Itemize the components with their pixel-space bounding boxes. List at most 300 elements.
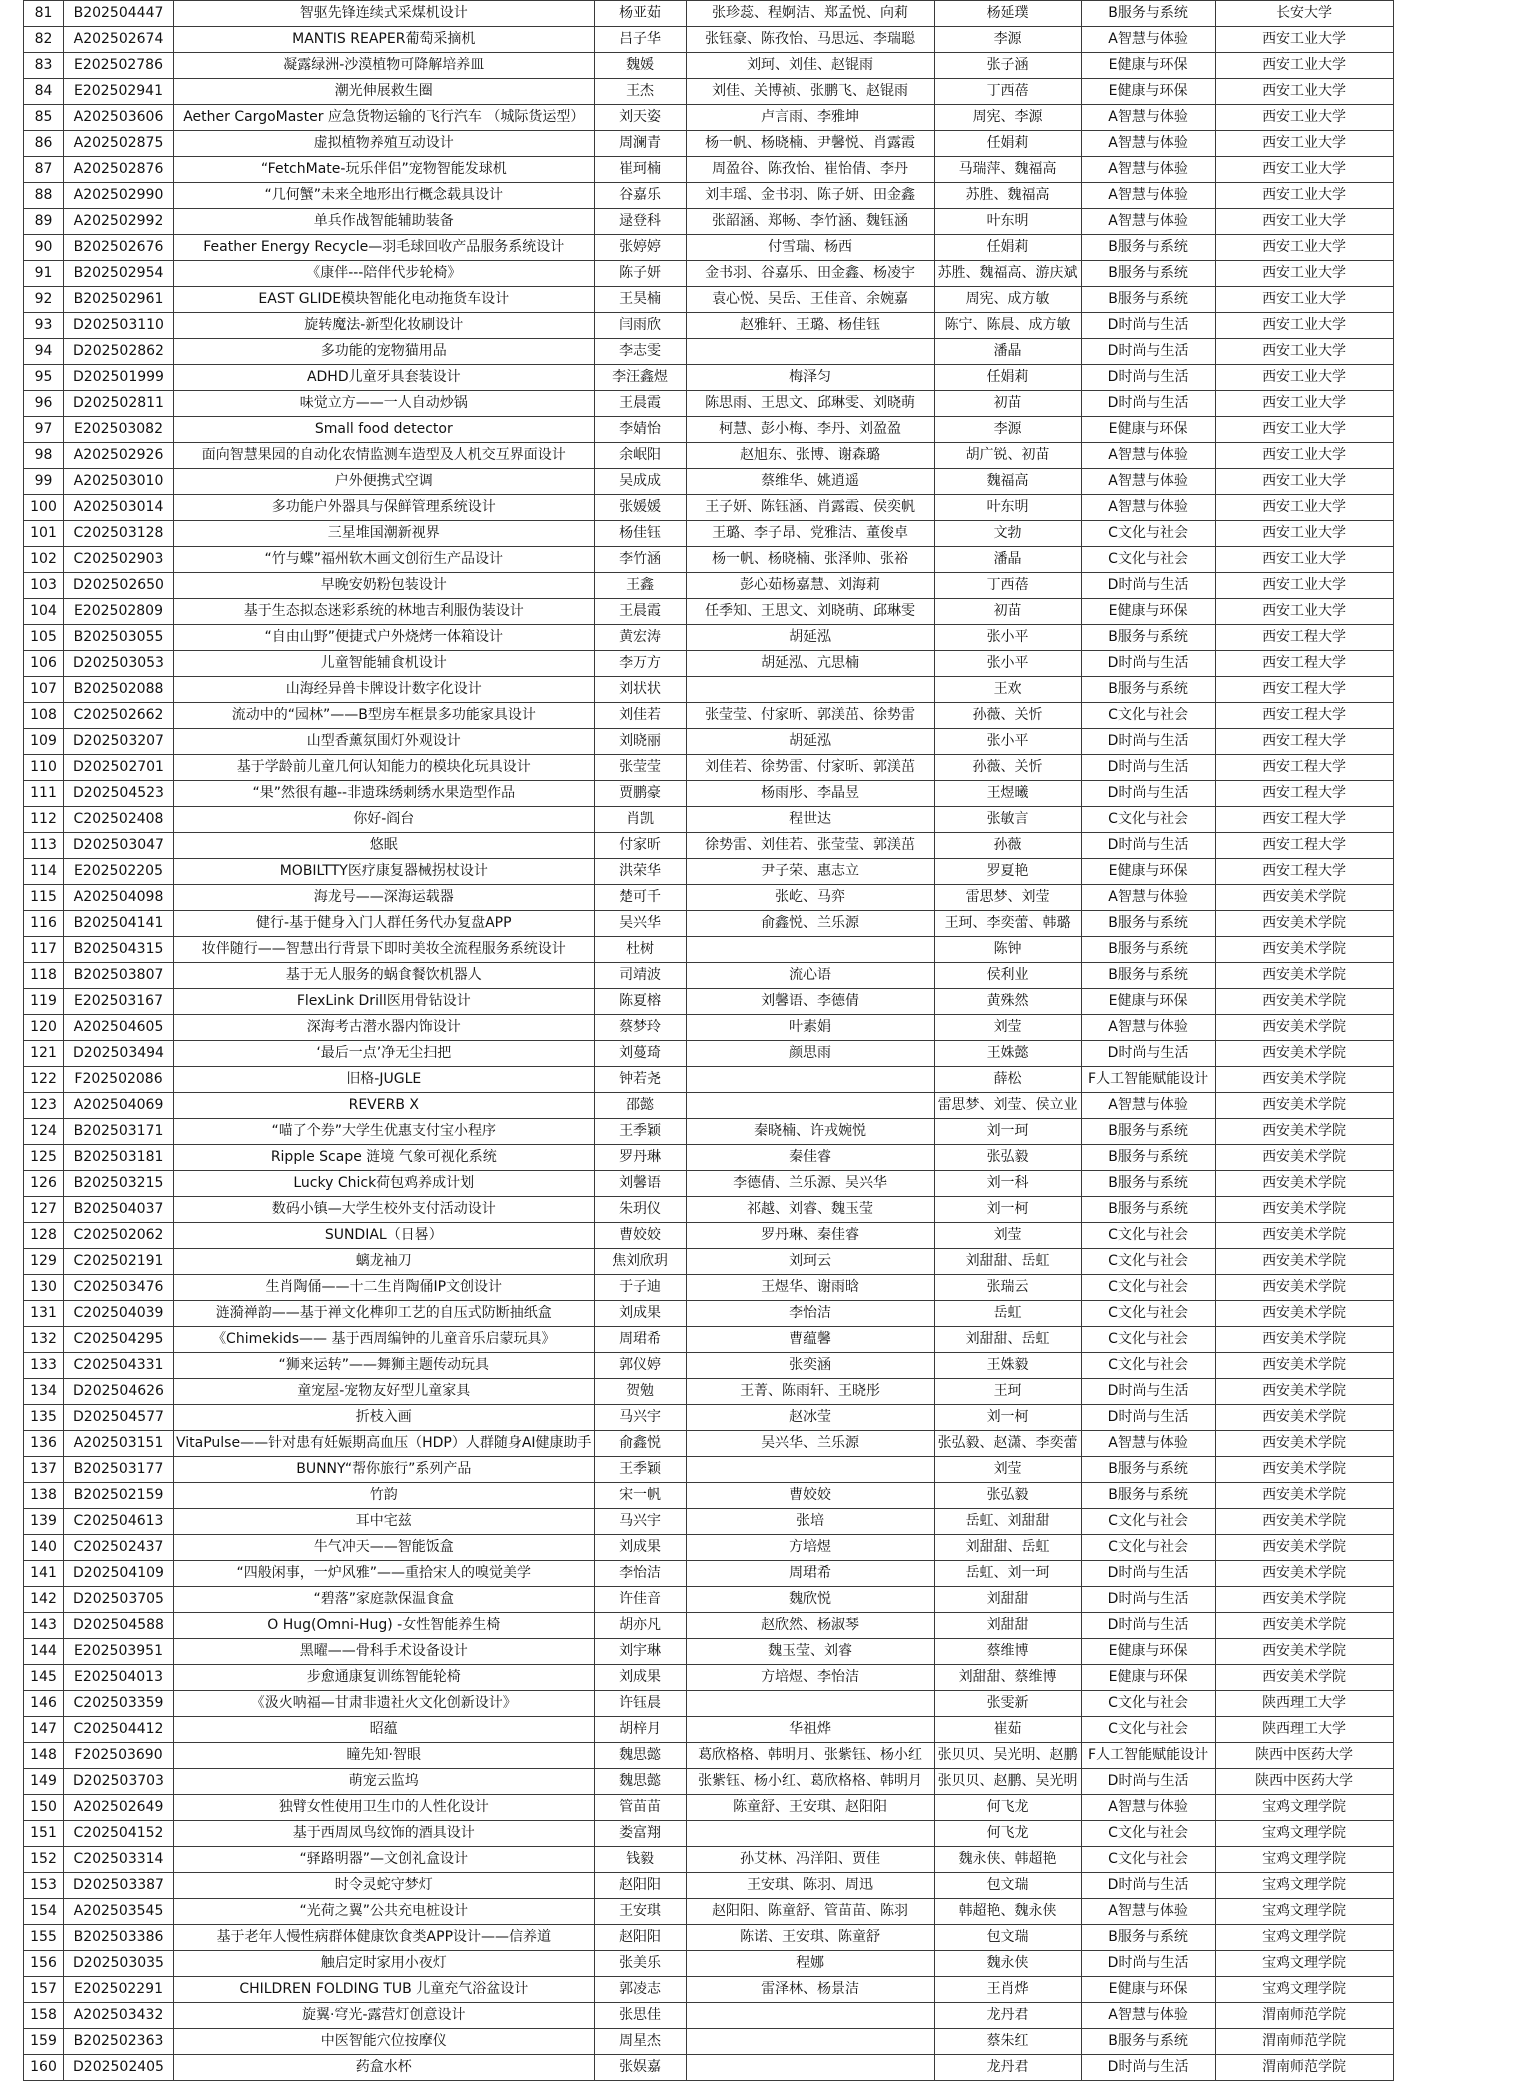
university-cell: 西安工程大学 <box>1215 833 1393 859</box>
row-number-cell: 96 <box>24 391 64 417</box>
advisor-cell: 任娟莉 <box>934 131 1081 157</box>
table-row <box>24 625 1394 651</box>
project-title-cell: 多功能户外器具与保鲜管理系统设计 <box>174 495 595 521</box>
table-row <box>24 1457 1394 1483</box>
university-cell: 长安大学 <box>1215 1 1393 27</box>
row-number-cell: 141 <box>24 1561 64 1587</box>
team-members-cell: 刘珂、刘佳、赵锟雨 <box>686 53 934 79</box>
team-members-cell: 华祖烨 <box>686 1717 934 1743</box>
table-row <box>24 521 1394 547</box>
row-number-cell: 81 <box>24 1 64 27</box>
advisor-cell: 雷思梦、刘莹 <box>934 885 1081 911</box>
university-cell: 西安工程大学 <box>1215 677 1393 703</box>
table-row <box>24 339 1394 365</box>
team-members-cell: 李怡洁 <box>686 1301 934 1327</box>
entry-id-cell: D202501999 <box>64 365 174 391</box>
table-row <box>24 1301 1394 1327</box>
entry-id-cell: D202503035 <box>64 1951 174 1977</box>
row-number-cell: 121 <box>24 1041 64 1067</box>
project-title-cell: 涟漪禅韵——基于禅文化榫卯工艺的自压式防断抽纸盒 <box>174 1301 595 1327</box>
advisor-cell: 刘一柯 <box>934 1405 1081 1431</box>
category-cell: B服务与系统 <box>1081 911 1215 937</box>
entry-id-cell: C202503359 <box>64 1691 174 1717</box>
entry-id-cell: C202502408 <box>64 807 174 833</box>
leader-name-cell: 张美乐 <box>594 1951 686 1977</box>
leader-name-cell: 刘宇琳 <box>594 1639 686 1665</box>
university-cell: 西安工业大学 <box>1215 183 1393 209</box>
entry-id-cell: D202503494 <box>64 1041 174 1067</box>
leader-name-cell: 余岷阳 <box>594 443 686 469</box>
category-cell: D时尚与生活 <box>1081 729 1215 755</box>
university-cell: 西安美术学院 <box>1215 1119 1393 1145</box>
table-row <box>24 53 1394 79</box>
entry-id-cell: D202504109 <box>64 1561 174 1587</box>
team-members-cell: 金书羽、谷嘉乐、田金鑫、杨凌宇 <box>686 261 934 287</box>
university-cell: 西安美术学院 <box>1215 1301 1393 1327</box>
category-cell: C文化与社会 <box>1081 1717 1215 1743</box>
team-members-cell: 胡延泓、亢思楠 <box>686 651 934 677</box>
team-members-cell <box>686 2029 934 2055</box>
row-number-cell: 99 <box>24 469 64 495</box>
category-cell: C文化与社会 <box>1081 1223 1215 1249</box>
project-title-cell: “自由山野”便捷式户外烧烤一体箱设计 <box>174 625 595 651</box>
project-title-cell: 旋转魔法-新型化妆刷设计 <box>174 313 595 339</box>
category-cell: D时尚与生活 <box>1081 339 1215 365</box>
advisor-cell: 王姝懿 <box>934 1041 1081 1067</box>
category-cell: A智慧与体验 <box>1081 1093 1215 1119</box>
entry-id-cell: B202504141 <box>64 911 174 937</box>
team-members-cell <box>686 1821 934 1847</box>
advisor-cell: 岳虹、刘甜甜 <box>934 1509 1081 1535</box>
leader-name-cell: 邵懿 <box>594 1093 686 1119</box>
table-row <box>24 1665 1394 1691</box>
advisor-cell: 孙薇、关忻 <box>934 703 1081 729</box>
university-cell: 西安工业大学 <box>1215 443 1393 469</box>
category-cell: C文化与社会 <box>1081 807 1215 833</box>
row-number-cell: 146 <box>24 1691 64 1717</box>
leader-name-cell: 周星杰 <box>594 2029 686 2055</box>
table-row <box>24 1431 1394 1457</box>
leader-name-cell: 杜树 <box>594 937 686 963</box>
table-row <box>24 1483 1394 1509</box>
row-number-cell: 90 <box>24 235 64 261</box>
category-cell: A智慧与体验 <box>1081 131 1215 157</box>
university-cell: 西安美术学院 <box>1215 1483 1393 1509</box>
university-cell: 西安美术学院 <box>1215 1405 1393 1431</box>
team-members-cell: 程世达 <box>686 807 934 833</box>
table-row <box>24 209 1394 235</box>
row-number-cell: 157 <box>24 1977 64 2003</box>
row-number-cell: 91 <box>24 261 64 287</box>
project-title-cell: 旧格-JUGLE <box>174 1067 595 1093</box>
university-cell: 西安美术学院 <box>1215 1535 1393 1561</box>
university-cell: 宝鸡文理学院 <box>1215 1925 1393 1951</box>
university-cell: 西安美术学院 <box>1215 885 1393 911</box>
table-row <box>24 729 1394 755</box>
entry-id-cell: E202504013 <box>64 1665 174 1691</box>
entry-id-cell: B202503171 <box>64 1119 174 1145</box>
leader-name-cell: 刘成果 <box>594 1665 686 1691</box>
university-cell: 西安工程大学 <box>1215 703 1393 729</box>
team-members-cell: 张屹、马弈 <box>686 885 934 911</box>
category-cell: D时尚与生活 <box>1081 2055 1215 2081</box>
team-members-cell: 曹蕴馨 <box>686 1327 934 1353</box>
entry-id-cell: C202504331 <box>64 1353 174 1379</box>
entry-id-cell: A202503014 <box>64 495 174 521</box>
category-cell: C文化与社会 <box>1081 1847 1215 1873</box>
table-row <box>24 235 1394 261</box>
university-cell: 宝鸡文理学院 <box>1215 1977 1393 2003</box>
leader-name-cell: 杨佳钰 <box>594 521 686 547</box>
advisor-cell: 张小平 <box>934 729 1081 755</box>
entry-id-cell: B202503181 <box>64 1145 174 1171</box>
project-title-cell: “FetchMate-玩乐伴侣”宠物智能发球机 <box>174 157 595 183</box>
advisor-cell: 苏胜、魏福高 <box>934 183 1081 209</box>
category-cell: E健康与环保 <box>1081 1665 1215 1691</box>
row-number-cell: 106 <box>24 651 64 677</box>
row-number-cell: 153 <box>24 1873 64 1899</box>
table-row <box>24 1353 1394 1379</box>
university-cell: 西安工程大学 <box>1215 625 1393 651</box>
table-row <box>24 1379 1394 1405</box>
project-title-cell: 虚拟植物养殖互动设计 <box>174 131 595 157</box>
advisor-cell: 包文瑞 <box>934 1925 1081 1951</box>
advisor-cell: 张小平 <box>934 625 1081 651</box>
university-cell: 渭南师范学院 <box>1215 2003 1393 2029</box>
university-cell: 西安美术学院 <box>1215 1093 1393 1119</box>
table-row <box>24 989 1394 1015</box>
project-title-cell: FlexLink Drill医用骨钻设计 <box>174 989 595 1015</box>
leader-name-cell: 许钰晨 <box>594 1691 686 1717</box>
row-number-cell: 100 <box>24 495 64 521</box>
advisor-cell: 叶东明 <box>934 209 1081 235</box>
leader-name-cell: 魏思懿 <box>594 1743 686 1769</box>
leader-name-cell: 王季颖 <box>594 1119 686 1145</box>
team-members-cell: 吴兴华、兰乐源 <box>686 1431 934 1457</box>
university-cell: 陕西理工大学 <box>1215 1717 1393 1743</box>
advisor-cell: 张弘毅、赵潇、李奕蕾 <box>934 1431 1081 1457</box>
category-cell: C文化与社会 <box>1081 1249 1215 1275</box>
team-members-cell: 祁越、刘睿、魏玉莹 <box>686 1197 934 1223</box>
project-title-cell: 基于生态拟态迷彩系统的林地吉利服伪装设计 <box>174 599 595 625</box>
advisor-cell: 陈宁、陈晨、成方敏 <box>934 313 1081 339</box>
entry-id-cell: A202502992 <box>64 209 174 235</box>
row-number-cell: 107 <box>24 677 64 703</box>
table-row <box>24 833 1394 859</box>
table-row <box>24 1613 1394 1639</box>
row-number-cell: 152 <box>24 1847 64 1873</box>
advisor-cell: 周宪、成方敏 <box>934 287 1081 313</box>
university-cell: 宝鸡文理学院 <box>1215 1873 1393 1899</box>
advisor-cell: 张贝贝、赵鹏、吴光明 <box>934 1769 1081 1795</box>
project-title-cell: 潮光伸展救生圈 <box>174 79 595 105</box>
university-cell: 西安工业大学 <box>1215 339 1393 365</box>
university-cell: 西安工程大学 <box>1215 651 1393 677</box>
category-cell: B服务与系统 <box>1081 1197 1215 1223</box>
leader-name-cell: 赵阳阳 <box>594 1925 686 1951</box>
team-members-cell: 徐势雷、刘佳若、张莹莹、郭渼茁 <box>686 833 934 859</box>
row-number-cell: 111 <box>24 781 64 807</box>
row-number-cell: 136 <box>24 1431 64 1457</box>
category-cell: C文化与社会 <box>1081 1821 1215 1847</box>
category-cell: A智慧与体验 <box>1081 1795 1215 1821</box>
university-cell: 西安美术学院 <box>1215 1431 1393 1457</box>
team-members-cell: 魏玉莹、刘睿 <box>686 1639 934 1665</box>
leader-name-cell: 黄宏涛 <box>594 625 686 651</box>
project-title-cell: 味觉立方——一人自动炒锅 <box>174 391 595 417</box>
category-cell: C文化与社会 <box>1081 1535 1215 1561</box>
team-members-cell: 柯慧、彭小梅、李丹、刘盈盈 <box>686 417 934 443</box>
leader-name-cell: 逯登科 <box>594 209 686 235</box>
table-row <box>24 1197 1394 1223</box>
leader-name-cell: 魏思懿 <box>594 1769 686 1795</box>
advisor-cell: 刘莹 <box>934 1457 1081 1483</box>
row-number-cell: 144 <box>24 1639 64 1665</box>
team-members-cell <box>686 339 934 365</box>
university-cell: 西安美术学院 <box>1215 1327 1393 1353</box>
leader-name-cell: 刘成果 <box>594 1535 686 1561</box>
row-number-cell: 98 <box>24 443 64 469</box>
project-title-cell: 牛气冲天——智能饭盒 <box>174 1535 595 1561</box>
entry-id-cell: A202504605 <box>64 1015 174 1041</box>
project-title-cell: 昭蕴 <box>174 1717 595 1743</box>
team-members-cell: 刘珂云 <box>686 1249 934 1275</box>
leader-name-cell: 郭仪婷 <box>594 1353 686 1379</box>
team-members-cell: 叶素娟 <box>686 1015 934 1041</box>
project-title-cell: MANTIS REAPER葡萄采摘机 <box>174 27 595 53</box>
team-members-cell <box>686 1067 934 1093</box>
university-cell: 陕西中医药大学 <box>1215 1769 1393 1795</box>
leader-name-cell: 司靖波 <box>594 963 686 989</box>
table-row <box>24 1405 1394 1431</box>
advisor-cell: 魏永侠、韩超艳 <box>934 1847 1081 1873</box>
advisor-cell: 包文瑞 <box>934 1873 1081 1899</box>
project-title-cell: Aether CargoMaster 应急货物运输的飞行汽车 （城际货运型） <box>174 105 595 131</box>
row-number-cell: 145 <box>24 1665 64 1691</box>
row-number-cell: 128 <box>24 1223 64 1249</box>
category-cell: D时尚与生活 <box>1081 833 1215 859</box>
team-members-cell: 袁心悦、吴岳、王佳音、余婉嘉 <box>686 287 934 313</box>
leader-name-cell: 宋一帆 <box>594 1483 686 1509</box>
row-number-cell: 134 <box>24 1379 64 1405</box>
university-cell: 西安美术学院 <box>1215 1639 1393 1665</box>
team-members-cell: 赵阳阳、陈童舒、管苗苗、陈羽 <box>686 1899 934 1925</box>
university-cell: 西安美术学院 <box>1215 1509 1393 1535</box>
team-members-cell: 方培煜 <box>686 1535 934 1561</box>
entry-id-cell: A202503432 <box>64 2003 174 2029</box>
university-cell: 宝鸡文理学院 <box>1215 1899 1393 1925</box>
row-number-cell: 126 <box>24 1171 64 1197</box>
leader-name-cell: 张婷婷 <box>594 235 686 261</box>
category-cell: C文化与社会 <box>1081 1509 1215 1535</box>
advisor-cell: 王煜曦 <box>934 781 1081 807</box>
project-title-cell: 基于学龄前儿童几何认知能力的模块化玩具设计 <box>174 755 595 781</box>
entry-id-cell: B202503055 <box>64 625 174 651</box>
entry-id-cell: B202504447 <box>64 1 174 27</box>
advisor-cell: 何飞龙 <box>934 1795 1081 1821</box>
team-members-cell: 魏欣悦 <box>686 1587 934 1613</box>
row-number-cell: 143 <box>24 1613 64 1639</box>
advisor-cell: 何飞龙 <box>934 1821 1081 1847</box>
university-cell: 西安工程大学 <box>1215 781 1393 807</box>
project-title-cell: ‘最后一点’净无尘扫把 <box>174 1041 595 1067</box>
team-members-cell <box>686 677 934 703</box>
team-members-cell: 周盈谷、陈孜怡、崔怡倩、李丹 <box>686 157 934 183</box>
leader-name-cell: 杨亚茹 <box>594 1 686 27</box>
advisor-cell: 张贝贝、吴光明、赵鹏 <box>934 1743 1081 1769</box>
entry-id-cell: C202504295 <box>64 1327 174 1353</box>
university-cell: 西安美术学院 <box>1215 1145 1393 1171</box>
category-cell: C文化与社会 <box>1081 1275 1215 1301</box>
table-row <box>24 1587 1394 1613</box>
university-cell: 西安工程大学 <box>1215 729 1393 755</box>
entry-id-cell: B202502676 <box>64 235 174 261</box>
advisor-cell: 黄殊然 <box>934 989 1081 1015</box>
advisor-cell: 刘甜甜、岳虹 <box>934 1249 1081 1275</box>
category-cell: B服务与系统 <box>1081 1145 1215 1171</box>
team-members-cell <box>686 1457 934 1483</box>
category-cell: C文化与社会 <box>1081 521 1215 547</box>
entry-id-cell: D202504588 <box>64 1613 174 1639</box>
leader-name-cell: 李万方 <box>594 651 686 677</box>
project-title-cell: 智驱先锋连续式采煤机设计 <box>174 1 595 27</box>
entry-id-cell: C202502662 <box>64 703 174 729</box>
leader-name-cell: 闫雨欣 <box>594 313 686 339</box>
leader-name-cell: 王杰 <box>594 79 686 105</box>
entry-id-cell: B202502363 <box>64 2029 174 2055</box>
team-members-cell <box>686 1093 934 1119</box>
leader-name-cell: 焦刘欣玥 <box>594 1249 686 1275</box>
university-cell: 西安工业大学 <box>1215 417 1393 443</box>
university-cell: 西安美术学院 <box>1215 1249 1393 1275</box>
leader-name-cell: 吴兴华 <box>594 911 686 937</box>
project-title-cell: 单兵作战智能辅助装备 <box>174 209 595 235</box>
entry-id-cell: E202502205 <box>64 859 174 885</box>
table-row <box>24 391 1394 417</box>
leader-name-cell: 肖凯 <box>594 807 686 833</box>
advisor-cell: 潘晶 <box>934 339 1081 365</box>
table-row <box>24 1509 1394 1535</box>
project-title-cell: O Hug(Omni-Hug) -女性智能养生椅 <box>174 1613 595 1639</box>
leader-name-cell: 刘蔓琦 <box>594 1041 686 1067</box>
leader-name-cell: 魏媛 <box>594 53 686 79</box>
advisor-cell: 张雯新 <box>934 1691 1081 1717</box>
leader-name-cell: 张思佳 <box>594 2003 686 2029</box>
table-row <box>24 2003 1394 2029</box>
table-row <box>24 1 1394 27</box>
team-members-cell: 梅泽匀 <box>686 365 934 391</box>
row-number-cell: 139 <box>24 1509 64 1535</box>
entry-id-cell: C202504152 <box>64 1821 174 1847</box>
project-title-cell: “几何蟹”未来全地形出行概念载具设计 <box>174 183 595 209</box>
project-title-cell: 触启定时家用小夜灯 <box>174 1951 595 1977</box>
row-number-cell: 109 <box>24 729 64 755</box>
table-row <box>24 781 1394 807</box>
category-cell: B服务与系统 <box>1081 1925 1215 1951</box>
project-title-cell: 时令灵蛇守梦灯 <box>174 1873 595 1899</box>
row-number-cell: 155 <box>24 1925 64 1951</box>
leader-name-cell: 陈子妍 <box>594 261 686 287</box>
row-number-cell: 95 <box>24 365 64 391</box>
row-number-cell: 127 <box>24 1197 64 1223</box>
entry-id-cell: E202502809 <box>64 599 174 625</box>
entry-id-cell: F202502086 <box>64 1067 174 1093</box>
team-members-cell: 赵雅轩、王璐、杨佳钰 <box>686 313 934 339</box>
entry-id-cell: B202503386 <box>64 1925 174 1951</box>
table-row <box>24 1743 1394 1769</box>
university-cell: 西安工业大学 <box>1215 573 1393 599</box>
team-members-cell: 刘佳若、徐势雷、付家昕、郭渼茁 <box>686 755 934 781</box>
project-title-cell: 中医智能穴位按摩仪 <box>174 2029 595 2055</box>
team-members-cell: 王子妍、陈钰涵、肖露霞、侯奕帆 <box>686 495 934 521</box>
table-row <box>24 1015 1394 1041</box>
project-title-cell: ADHD儿童牙具套装设计 <box>174 365 595 391</box>
university-cell: 西安工业大学 <box>1215 313 1393 339</box>
category-cell: E健康与环保 <box>1081 417 1215 443</box>
team-members-cell: 秦佳睿 <box>686 1145 934 1171</box>
entry-id-cell: D202503110 <box>64 313 174 339</box>
row-number-cell: 85 <box>24 105 64 131</box>
category-cell: B服务与系统 <box>1081 235 1215 261</box>
team-members-cell: 尹子荣、惠志立 <box>686 859 934 885</box>
advisor-cell: 任娟莉 <box>934 235 1081 261</box>
advisor-cell: 张敏言 <box>934 807 1081 833</box>
team-members-cell: 程娜 <box>686 1951 934 1977</box>
row-number-cell: 116 <box>24 911 64 937</box>
entry-id-cell: D202503047 <box>64 833 174 859</box>
row-number-cell: 113 <box>24 833 64 859</box>
category-cell: A智慧与体验 <box>1081 27 1215 53</box>
category-cell: A智慧与体验 <box>1081 1431 1215 1457</box>
project-title-cell: 基于老年人慢性病群体健康饮食类APP设计——信养道 <box>174 1925 595 1951</box>
leader-name-cell: 朱玥仪 <box>594 1197 686 1223</box>
row-number-cell: 123 <box>24 1093 64 1119</box>
team-members-cell: 王煜华、谢雨晗 <box>686 1275 934 1301</box>
category-cell: B服务与系统 <box>1081 963 1215 989</box>
team-members-cell: 张奕涵 <box>686 1353 934 1379</box>
row-number-cell: 151 <box>24 1821 64 1847</box>
category-cell: D时尚与生活 <box>1081 1613 1215 1639</box>
category-cell: D时尚与生活 <box>1081 313 1215 339</box>
team-members-cell: 罗丹琳、秦佳睿 <box>686 1223 934 1249</box>
team-members-cell: 陈思雨、王思文、邱琳雯、刘晓萌 <box>686 391 934 417</box>
table-row <box>24 105 1394 131</box>
row-number-cell: 112 <box>24 807 64 833</box>
entry-id-cell: D202503703 <box>64 1769 174 1795</box>
university-cell: 渭南师范学院 <box>1215 2055 1393 2081</box>
project-title-cell: 折枝入画 <box>174 1405 595 1431</box>
project-title-cell: 山海经异兽卡牌设计数字化设计 <box>174 677 595 703</box>
university-cell: 西安工业大学 <box>1215 157 1393 183</box>
advisor-cell: 韩超艳、魏永侠 <box>934 1899 1081 1925</box>
entry-id-cell: A202504069 <box>64 1093 174 1119</box>
table-row <box>24 1041 1394 1067</box>
row-number-cell: 124 <box>24 1119 64 1145</box>
university-cell: 西安美术学院 <box>1215 1665 1393 1691</box>
leader-name-cell: 王昊楠 <box>594 287 686 313</box>
university-cell: 西安美术学院 <box>1215 1197 1393 1223</box>
table-row <box>24 27 1394 53</box>
table-row <box>24 1275 1394 1301</box>
row-number-cell: 158 <box>24 2003 64 2029</box>
university-cell: 西安工业大学 <box>1215 391 1393 417</box>
team-members-cell <box>686 937 934 963</box>
table-row <box>24 365 1394 391</box>
advisor-cell: 龙丹君 <box>934 2003 1081 2029</box>
leader-name-cell: 李汪鑫煜 <box>594 365 686 391</box>
table-row <box>24 599 1394 625</box>
university-cell: 西安美术学院 <box>1215 1015 1393 1041</box>
